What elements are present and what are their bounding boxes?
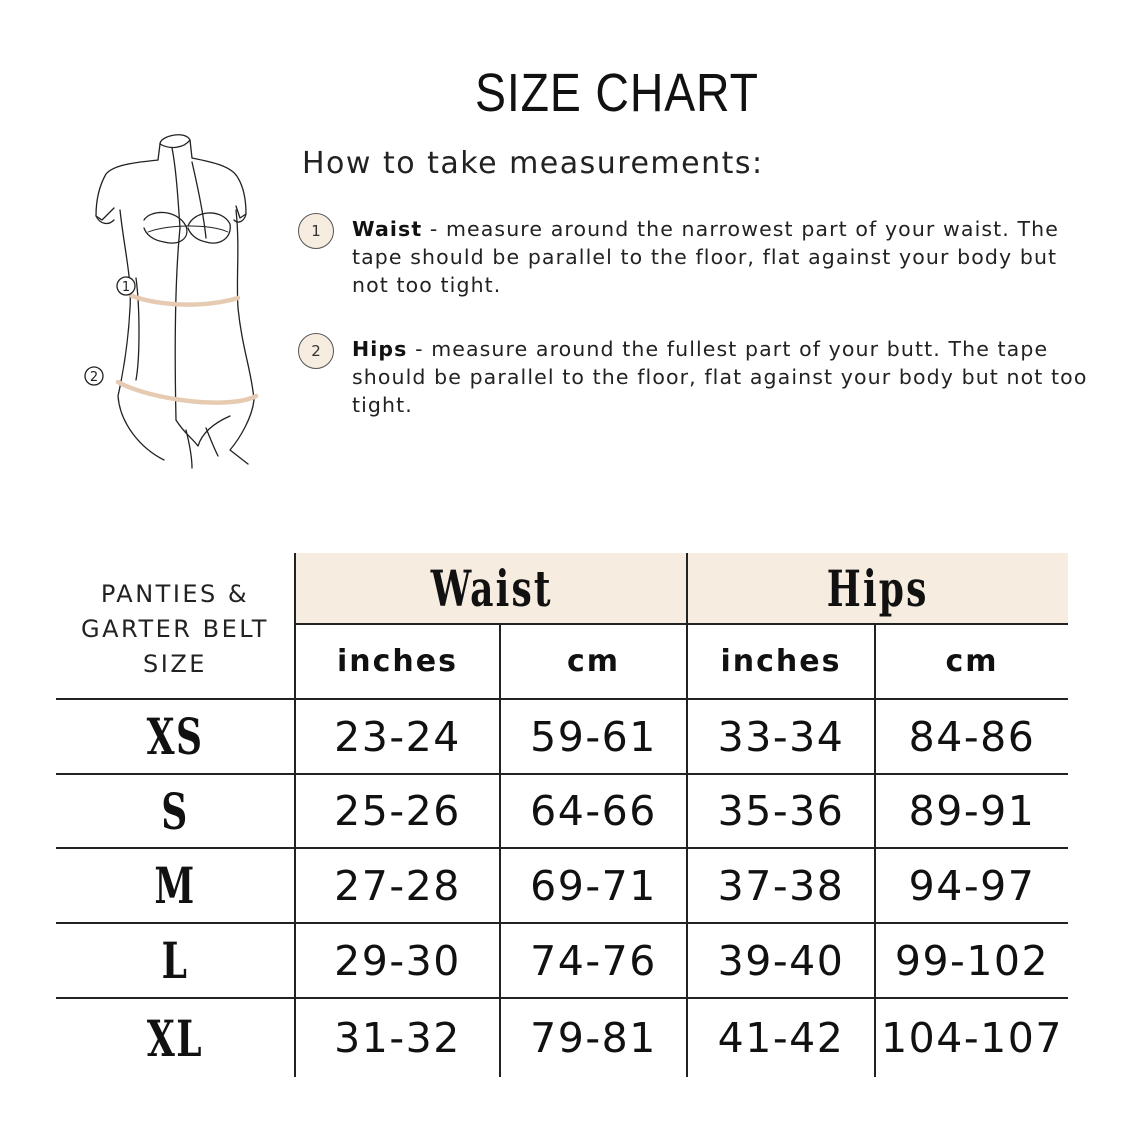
table-cell: 39-40 (717, 936, 845, 985)
size-header-line: SIZE (143, 650, 207, 678)
marker-2-icon (85, 367, 103, 385)
table-cell: 104-107 (881, 1014, 1063, 1062)
unit-header-waist-inches: inches (337, 644, 458, 679)
group-label: Waist (430, 558, 553, 618)
table-cell: 89-91 (908, 787, 1036, 835)
step-description: - measure around the narrowest part of your waist. The tape should be parallel to the floor, flat against your body but not too tight. (352, 217, 1059, 297)
table-cell: 99-102 (894, 936, 1050, 985)
table-cell: 37-38 (717, 861, 845, 910)
step-description: - measure around the fullest part of your butt. The tape should be parallel to the floor, flat against your body but not too tight. (352, 337, 1088, 417)
size-column-header (56, 577, 294, 682)
size-header-line: PANTIES & (100, 580, 250, 608)
measurements-subtitle: How to take measurements: (302, 146, 764, 181)
body-figure-illustration (80, 128, 280, 473)
table-cell: 59-61 (530, 712, 657, 761)
step-number-badge: 1 (298, 213, 334, 249)
table-cell: 69-71 (530, 861, 657, 910)
table-cell: 84-86 (908, 712, 1036, 761)
table-cell: 35-36 (717, 787, 845, 835)
figure-marker-label: 2 (89, 370, 99, 385)
table-cell: 33-34 (717, 712, 845, 761)
step-text (352, 335, 1092, 419)
unit-header-waist-cm: cm (566, 644, 621, 679)
size-header-line: GARTER BELT (81, 615, 269, 643)
step-name: Waist (352, 217, 423, 241)
waist-group-header (296, 553, 687, 623)
size-label-cell: XS (146, 707, 204, 766)
size-label-cell: S (161, 781, 189, 841)
marker-1-icon (117, 277, 135, 295)
table-cell: 27-28 (334, 861, 461, 910)
table-cell: 79-81 (530, 1014, 657, 1062)
hips-group-header (688, 553, 1068, 623)
table-cell: 94-97 (908, 861, 1036, 910)
unit-header-hips-cm: cm (945, 644, 999, 679)
table-cell: 31-32 (334, 1014, 461, 1062)
table-cell: 25-26 (334, 787, 461, 835)
step-text (352, 215, 1092, 299)
size-label-cell: L (161, 931, 189, 990)
table-cell: 29-30 (334, 936, 461, 985)
table-cell: 23-24 (334, 712, 461, 761)
table-cell: 74-76 (530, 936, 657, 985)
step-number-badge: 2 (298, 333, 334, 369)
size-label-cell: XL (146, 1008, 204, 1068)
figure-marker-label: 1 (121, 280, 131, 295)
unit-header-hips-inches: inches (720, 644, 842, 679)
page-title: SIZE CHART (475, 63, 759, 123)
size-label-cell: M (154, 856, 196, 915)
step-name: Hips (352, 337, 408, 361)
table-cell: 41-42 (717, 1014, 845, 1062)
group-label: Hips (827, 558, 929, 618)
table-cell: 64-66 (530, 787, 657, 835)
